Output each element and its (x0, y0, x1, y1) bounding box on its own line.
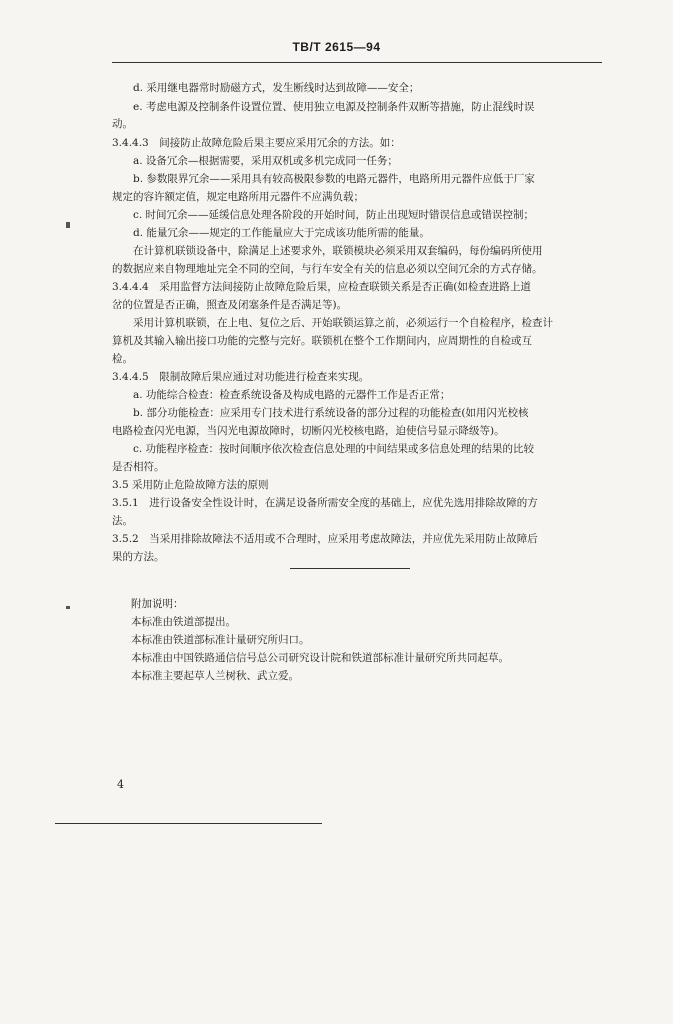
text-line: 算机及其输入输出接口功能的完整与完好。联锁机在整个工作期间内，应周期性的自检或互 (112, 335, 532, 347)
text-line: 动。 (112, 118, 133, 130)
text-line: b. 参数限界冗余——采用具有较高极限参数的电路元器件，电路所用元器件应低于厂家 (112, 173, 535, 185)
note-item: 本标准主要起草人兰树秋、武立爱。 (131, 670, 299, 682)
text-line: a. 功能综合检查：检查系统设备及构成电路的元器件工作是否正常； (112, 389, 451, 401)
text-line: 在计算机联锁设备中，除满足上述要求外，联锁模块必须采用双套编码，每份编码所使用 (112, 245, 543, 257)
text-line: 是否相符。 (112, 461, 165, 473)
section-3-4-4-3: 3.4.4.3 间接防止故障危险后果主要应采用冗余的方法。如： (112, 137, 401, 149)
section-3-5: 3.5 采用防止危险故障方法的原则 (112, 479, 269, 491)
footer-rule (55, 823, 322, 824)
text-line: 果的方法。 (112, 551, 165, 563)
text-line: d. 采用继电器常时励磁方式，发生断线时达到故障——安全； (112, 82, 420, 94)
section-3-5-2: 3.5.2 当采用排除故障法不适用或不合理时，应采用考虑故障法，并应优先采用防止故障后 (112, 533, 538, 545)
section-3-4-4-5: 3.4.4.5 限制故障后果应通过对功能进行检查来实现。 (112, 371, 370, 383)
section-3-5-1: 3.5.1 进行设备安全性设计时，在满足设备所需安全度的基础上，应优先选用排除故障的方 (112, 497, 538, 509)
note-item: 本标准由中国铁路通信信号总公司研究设计院和铁道部标准计量研究所共同起草。 (131, 652, 509, 664)
scan-mark (66, 222, 70, 228)
page-number: 4 (117, 778, 124, 791)
text-line: 电路检查闪光电源，当闪光电源故障时，切断闪光校核电路，迫使信号显示降级等)。 (112, 425, 505, 437)
text-line: c. 时间冗余——延缓信息处理各阶段的开始时间，防止出现短时错误信息或错误控制； (112, 209, 535, 221)
text-line: 检。 (112, 353, 133, 365)
notes-title: 附加说明： (131, 598, 184, 610)
note-item: 本标准由铁道部标准计量研究所归口。 (131, 634, 310, 646)
text-line: d. 能量冗余——规定的工作能量应大于完成该功能所需的能量。 (112, 227, 430, 239)
section-3-4-4-4: 3.4.4.4 采用监督方法间接防止故障危险后果，应检查联锁关系是否正确(如检查进路上道 (112, 281, 531, 293)
header-rule (112, 62, 602, 63)
note-item: 本标准由铁道部提出。 (131, 616, 236, 628)
text-line: a. 设备冗余—根据需要，采用双机或多机完成同一任务； (112, 155, 398, 167)
text-line: 规定的容许额定值，规定电路所用元器件不应满负载； (112, 191, 364, 203)
text-line: c. 功能程序检查：按时间顺序依次检查信息处理的中间结果或多信息处理的结果的比较 (112, 443, 535, 455)
text-line: e. 考虑电源及控制条件设置位置、使用独立电源及控制条件双断等措施，防止混线时误 (112, 101, 535, 113)
text-line: 岔的位置是否正确，照查及闭塞条件是否满足等)。 (112, 299, 348, 311)
text-line: b. 部分功能检查：应采用专门技术进行系统设备的部分过程的功能检查(如用闪光校核 (112, 407, 529, 419)
text-line: 法。 (112, 515, 133, 527)
text-line: 的数据应来自物理地址完全不同的空间，与行车安全有关的信息必须以空间冗余的方式存储。 (112, 263, 543, 275)
standard-code: TB/T 2615—94 (292, 40, 381, 54)
text-line: 采用计算机联锁，在上电、复位之后、开始联锁运算之前，必须运行一个自检程序，检查计 (112, 317, 553, 329)
scan-mark (66, 606, 70, 609)
end-rule (290, 568, 410, 569)
